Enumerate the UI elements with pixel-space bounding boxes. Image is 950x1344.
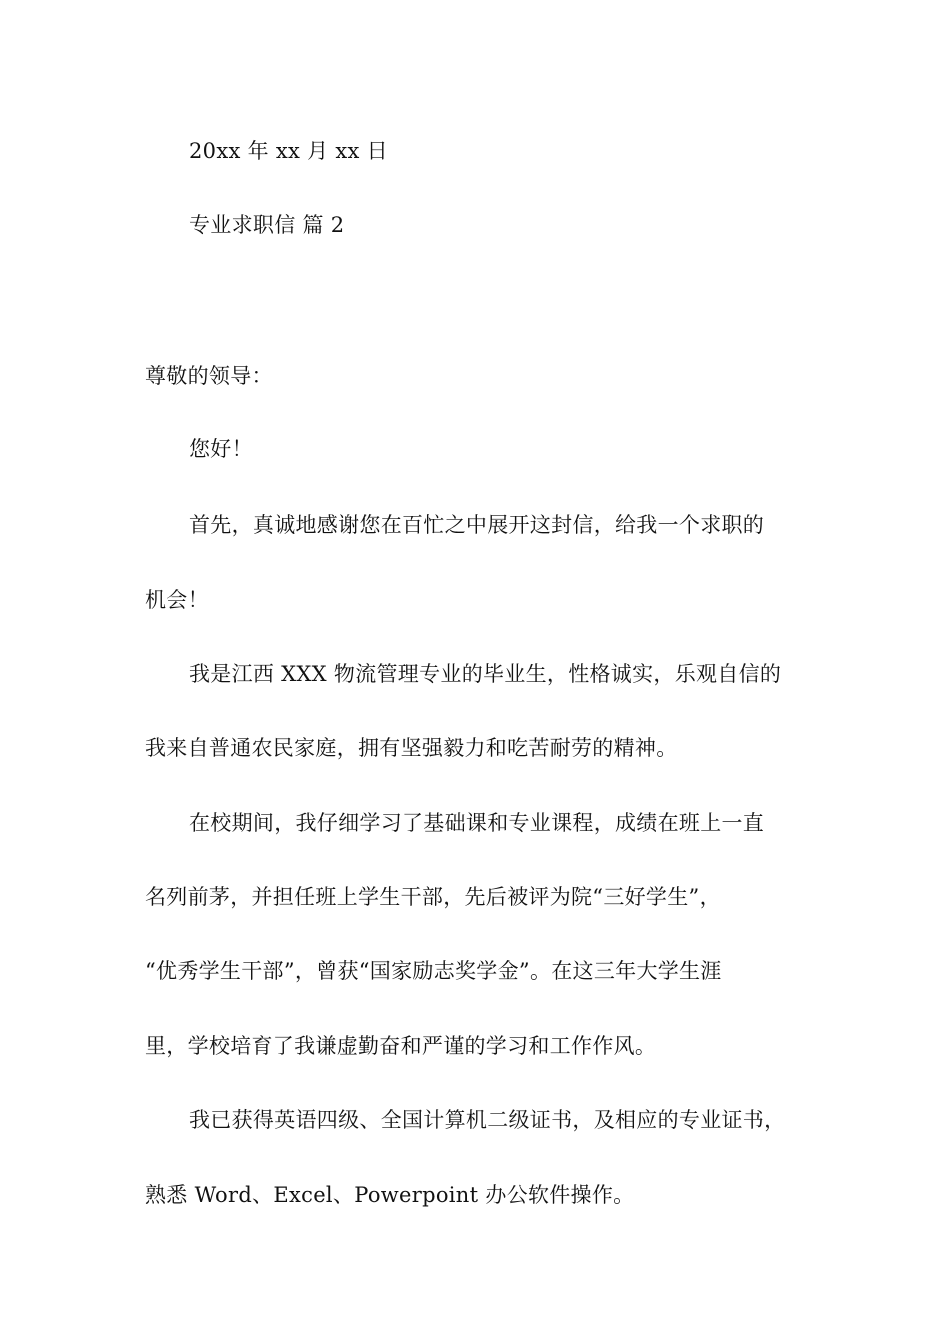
section-title: 专业求职信 篇 2 (189, 213, 345, 237)
paragraph-line: 名列前茅，并担任班上学生干部，先后被评为院“三好学生”， (145, 885, 721, 909)
paragraph-line: 首先，真诚地感谢您在百忙之中展开这封信，给我一个求职的 (189, 513, 765, 537)
paragraph-line: 熟悉 Word、Excel、Powerpoint 办公软件操作。 (145, 1183, 635, 1207)
paragraph-line: 里，学校培育了我谦虚勤奋和严谨的学习和工作作风。 (145, 1034, 657, 1058)
paragraph-line: 机会！ (145, 588, 209, 612)
salutation: 尊敬的领导： (145, 364, 273, 388)
paragraph-line: 我已获得英语四级、全国计算机二级证书，及相应的专业证书， (189, 1108, 786, 1132)
greeting: 您好！ (189, 437, 253, 461)
paragraph-line: 我来自普通农民家庭，拥有坚强毅力和吃苦耐劳的精神。 (145, 736, 678, 760)
paragraph-line: “优秀学生干部”，曾获“国家励志奖学金”。在这三年大学生涯 (145, 959, 722, 983)
paragraph-line: 在校期间，我仔细学习了基础课和专业课程，成绩在班上一直 (189, 811, 765, 835)
paragraph-line: 我是江西 XXX 物流管理专业的毕业生，性格诚实，乐观自信的 (189, 662, 782, 686)
letter-date: 20xx 年 xx 月 xx 日 (189, 139, 388, 163)
